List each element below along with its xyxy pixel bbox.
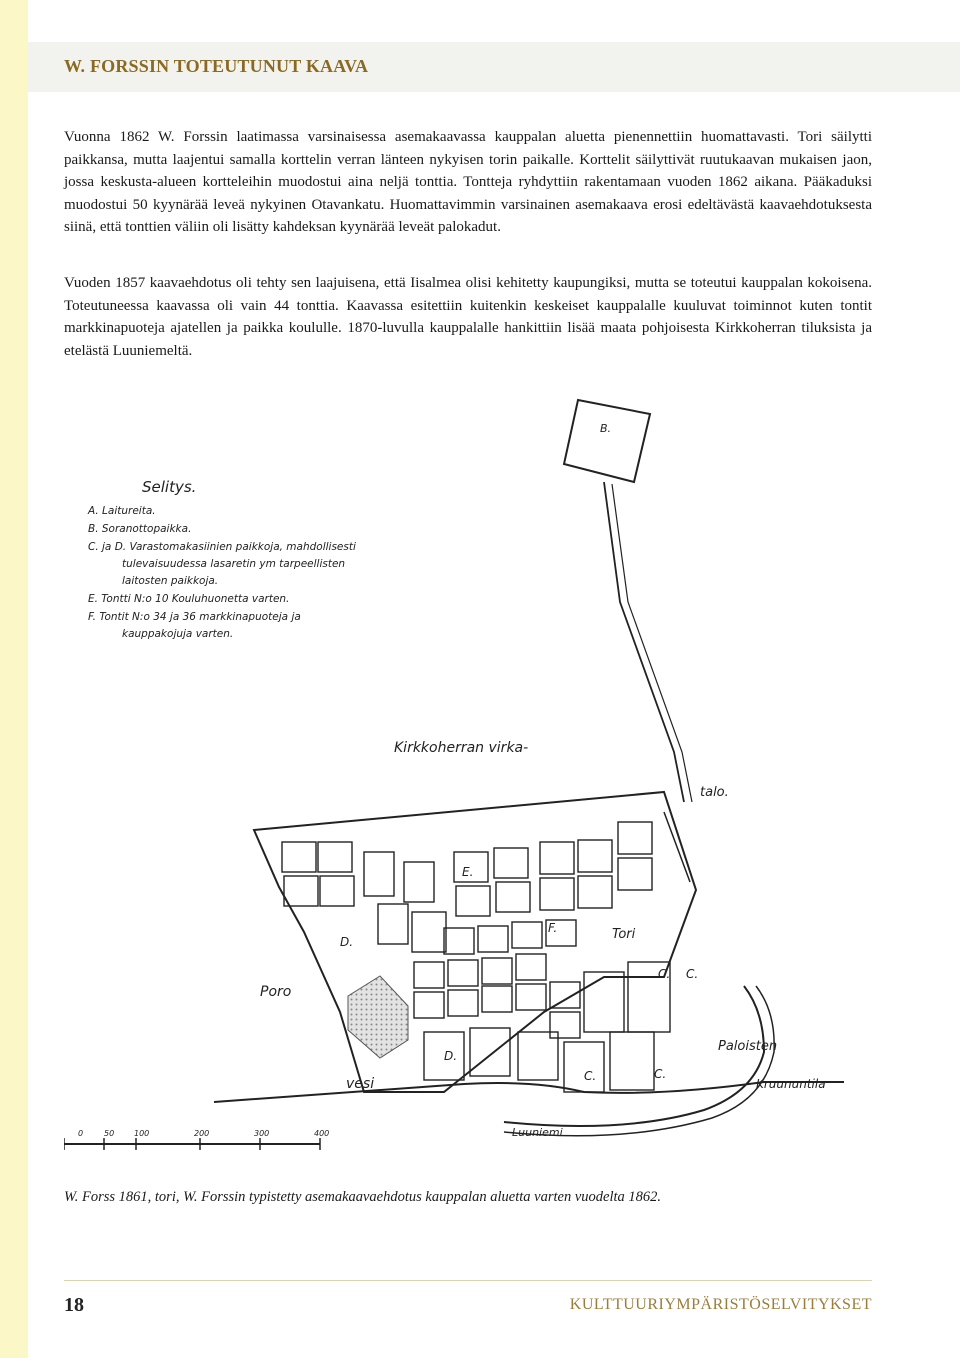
block-grid bbox=[282, 822, 670, 1092]
label-talo: talo. bbox=[700, 785, 729, 800]
scale-label-0: 0 bbox=[78, 1129, 84, 1138]
paragraph-1: Vuonna 1862 W. Forssin laatimassa varsinaisessa asemakaavassa kauppalan aluetta pienennettiin huomattavasti. Tori säilytti paikkansa, mutta laajentui samalla korttelin verran länteen nykyisen torin paikalle. Korttelit säilyttivät ruutukaavan mukaisen jaon, jossa keskusta-alueen kortteleihin muodostui aina neljä tonttia. Tontteja ryhdyttiin rakentamaan vuoden 1862 aikana. Pääkaduksi muodostui 50 kyynärää leveä nykyinen Otavankatu. Huomattavimmin varsinainen asemakaava erosi edeltävästä kaavaehdotuksesta siinä, että tonttien väliin oli lisätty kahdeksan kyynärää leveät palokadut. bbox=[64, 129, 872, 235]
legend-line-f: F. Tontit N:o 34 ja 36 markkinapuoteja ja bbox=[88, 611, 301, 623]
road-north-2 bbox=[612, 484, 692, 802]
scale-label-100: 100 bbox=[134, 1129, 150, 1138]
label-e: E. bbox=[462, 865, 474, 879]
town-boundary bbox=[254, 792, 699, 1092]
page-number: 18 bbox=[64, 1294, 84, 1316]
legend-line-b: B. Soranottopaikka. bbox=[88, 523, 192, 535]
label-c2: C. bbox=[584, 1069, 597, 1083]
footer-divider bbox=[64, 1280, 872, 1281]
label-luuniemi: Luuniemi bbox=[512, 1126, 563, 1139]
scale-label-400: 400 bbox=[314, 1129, 330, 1138]
label-kruununtila: Kruununtila bbox=[756, 1077, 826, 1091]
legend-title: Selitys. bbox=[142, 478, 197, 496]
footer-title: KULTTUURIYMPÄRISTÖSELVITYKSET bbox=[569, 1296, 872, 1313]
road-north bbox=[604, 482, 684, 802]
scale-label-200: 200 bbox=[194, 1129, 210, 1138]
label-paloisten: Paloisten bbox=[718, 1039, 778, 1054]
left-accent-stripe bbox=[0, 0, 28, 1358]
label-d1: D. bbox=[340, 935, 354, 949]
hatched-area bbox=[348, 976, 408, 1058]
label-f: F. bbox=[548, 921, 558, 935]
river-bend-2 bbox=[504, 986, 774, 1136]
legend-line-a: A. Laitureita. bbox=[88, 505, 156, 517]
road-east bbox=[664, 812, 690, 882]
label-tori: Tori bbox=[612, 927, 636, 942]
paragraph-2: Vuoden 1857 kaavaehdotus oli tehty sen laajuisena, että Iisalmea olisi kehitetty kaupungiksi, mutta se toteutui kauppalan kokoisena. Toteutuneessa kaavassa oli vain 44 tonttia. Kaavassa esitettiin kuitenkin keskeiset kauppalalle kuuluvat toiminnot kuten tontit markkinapuoteja ajatellen ja paikka koululle. 1870-luvulla kauppalalle hankittiin lisää maata pohjoisesta Kirkkoherran tiluksista ja etelästä Luuniemeltä. bbox=[64, 275, 872, 359]
legend-line-f2: kauppakojuja varten. bbox=[122, 628, 234, 640]
legend-line-cd2: tulevaisuudessa lasaretin ym tarpeellisten bbox=[122, 558, 346, 570]
label-poro: Poro bbox=[260, 984, 292, 1000]
figure-caption: W. Forss 1861, tori, W. Forssin typistetty asemakaavaehdotus kauppalan aluetta varten vuodelta 1862. bbox=[64, 1189, 661, 1205]
label-b: B. bbox=[600, 422, 612, 435]
label-c3: C. bbox=[654, 1067, 667, 1081]
legend bbox=[87, 505, 356, 640]
legend-line-cd: C. ja D. Varastomakasiinien paikkoja, mahdollisesti bbox=[88, 541, 356, 553]
shoreline bbox=[214, 1082, 844, 1102]
label-c1: C. bbox=[658, 967, 671, 981]
town-plan-map bbox=[64, 392, 880, 1182]
plot-b bbox=[564, 400, 650, 482]
label-d2: D. bbox=[444, 1049, 458, 1063]
label-vesi: vesi bbox=[346, 1076, 375, 1092]
legend-line-e: E. Tontti N:o 10 Kouluhuonetta varten. bbox=[88, 593, 290, 605]
label-kirkkoherran: Kirkkoherran virka- bbox=[394, 740, 529, 756]
page-title: W. FORSSIN TOTEUTUNUT KAAVA bbox=[64, 56, 369, 76]
river-bend bbox=[504, 986, 764, 1126]
label-c4: C. bbox=[686, 967, 699, 981]
scale-label-50: 50 bbox=[104, 1129, 115, 1138]
legend-line-cd3: laitosten paikkoja. bbox=[122, 575, 219, 587]
scale-label-300: 300 bbox=[254, 1129, 270, 1138]
scale-bar bbox=[64, 1129, 329, 1150]
